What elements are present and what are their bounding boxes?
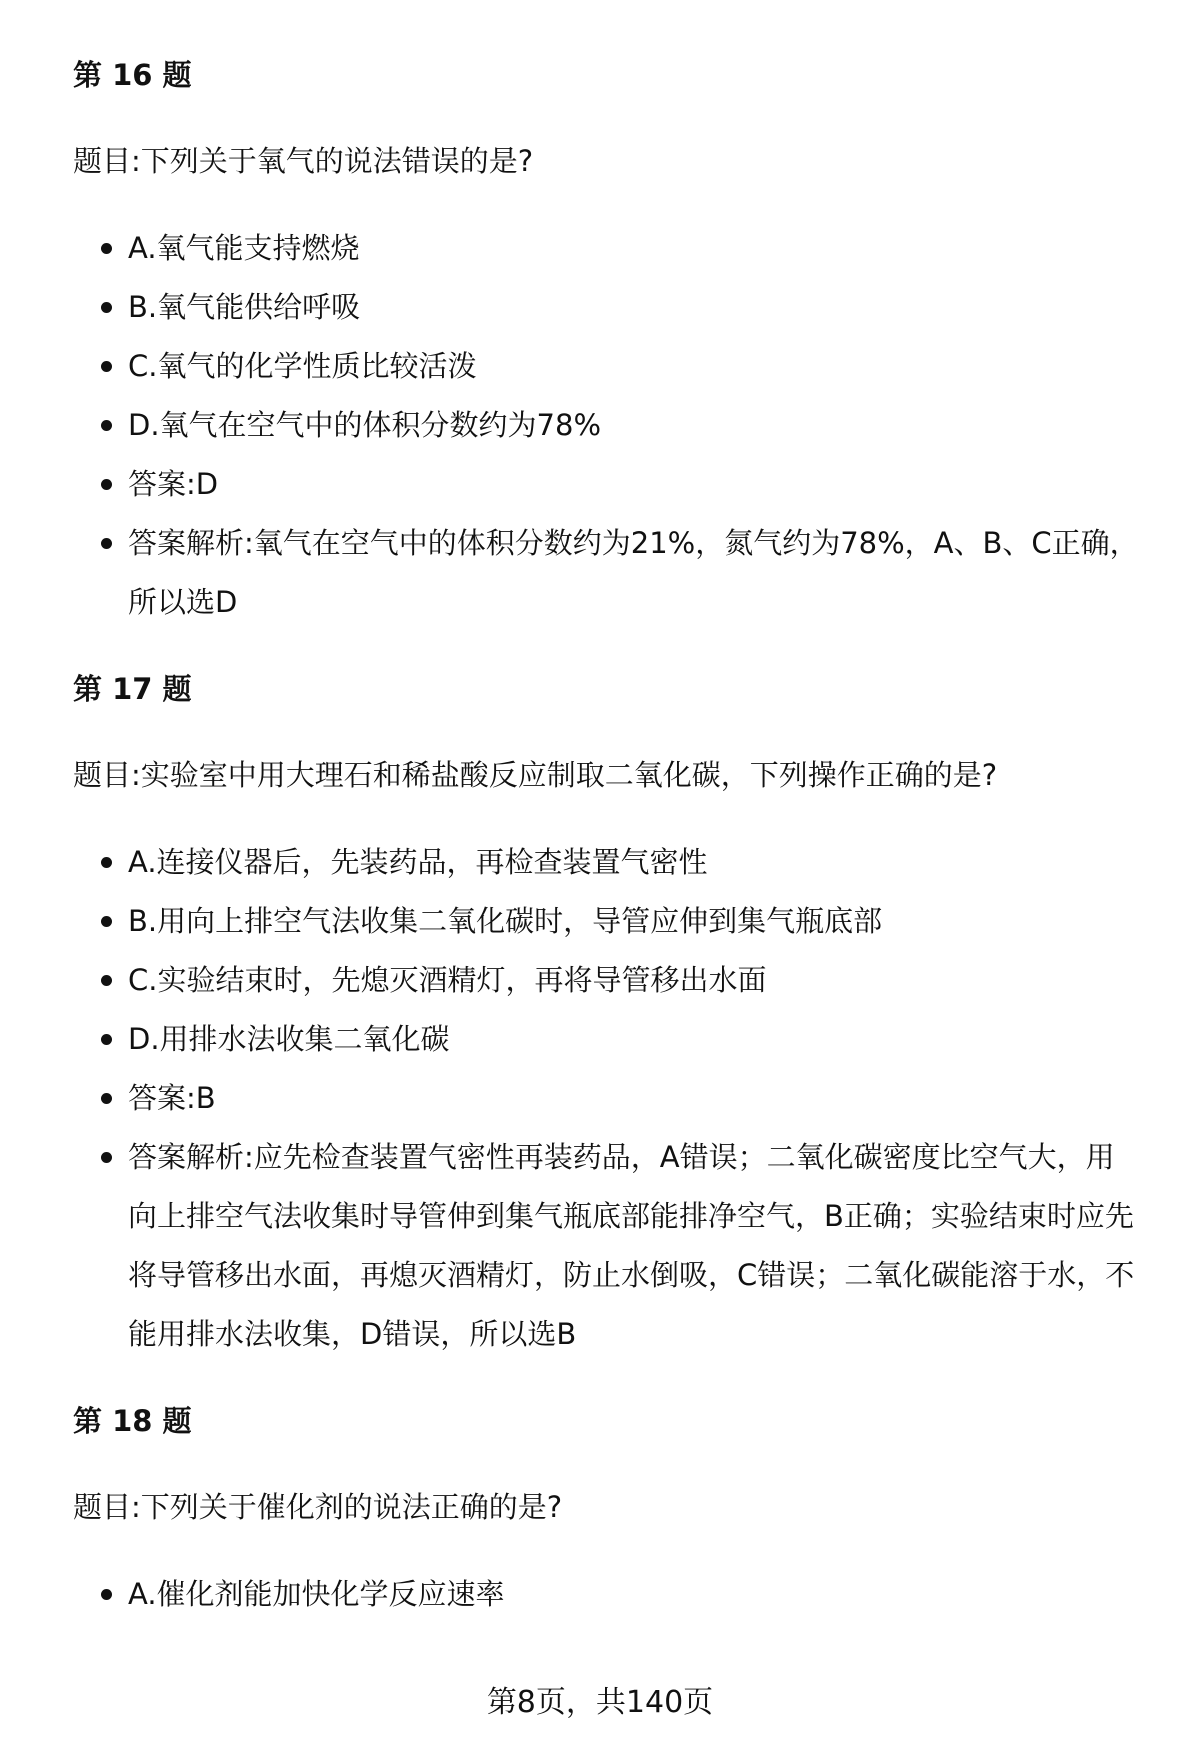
question-16 <box>73 58 1143 632</box>
option-list <box>73 833 1143 1364</box>
document-content <box>73 58 1143 1624</box>
answer-item: 答案:B <box>73 1069 1143 1128</box>
explanation-item: 答案解析:应先检查装置气密性再装药品，A错误；二氧化碳密度比空气大，用向上排空气法收集时导管伸到集气瓶底部能排净空气，B正确；实验结束时应先将导管移出水面，再熄灭酒精灯，防止水倒吸，C错误；二氧化碳能溶于水，不能用排水法收集，D错误，所以选B <box>73 1128 1143 1364</box>
question-heading: 第 16 题 <box>73 58 192 92</box>
question-heading: 第 18 题 <box>73 1404 192 1439</box>
question-17 <box>73 672 1143 1364</box>
answer-item: 答案:D <box>73 455 1143 514</box>
list-item: A.连接仪器后，先装药品，再检查装置气密性 <box>73 833 1143 892</box>
list-item: C.实验结束时，先熄灭酒精灯，再将导管移出水面 <box>73 951 1143 1010</box>
list-item: C.氧气的化学性质比较活泼 <box>73 337 1143 396</box>
option-list <box>73 219 1143 632</box>
list-item: A.催化剂能加快化学反应速率 <box>73 1565 1143 1624</box>
spacer <box>73 632 1143 672</box>
list-item: D.氧气在空气中的体积分数约为78% <box>73 396 1143 455</box>
question-heading: 第 17 题 <box>73 672 192 707</box>
page-number: 第8页，共140页 <box>486 1685 714 1720</box>
list-item: B.用向上排空气法收集二氧化碳时，导管应伸到集气瓶底部 <box>73 892 1143 951</box>
question-stem: 题目:下列关于氧气的说法错误的是? <box>73 143 534 178</box>
question-18 <box>73 1404 1143 1624</box>
spacer <box>73 1364 1143 1404</box>
list-item: B.氧气能供给呼吸 <box>73 278 1143 337</box>
list-item: D.用排水法收集二氧化碳 <box>73 1010 1143 1069</box>
list-item: A.氧气能支持燃烧 <box>73 219 1143 278</box>
explanation-item: 答案解析:氧气在空气中的体积分数约为21%，氮气约为78%，A、B、C正确，所以选D <box>73 514 1143 632</box>
question-stem: 题目:下列关于催化剂的说法正确的是? <box>73 1489 563 1524</box>
option-list <box>73 1565 1143 1624</box>
question-stem: 题目:实验室中用大理石和稀盐酸反应制取二氧化碳，下列操作正确的是? <box>73 757 998 792</box>
